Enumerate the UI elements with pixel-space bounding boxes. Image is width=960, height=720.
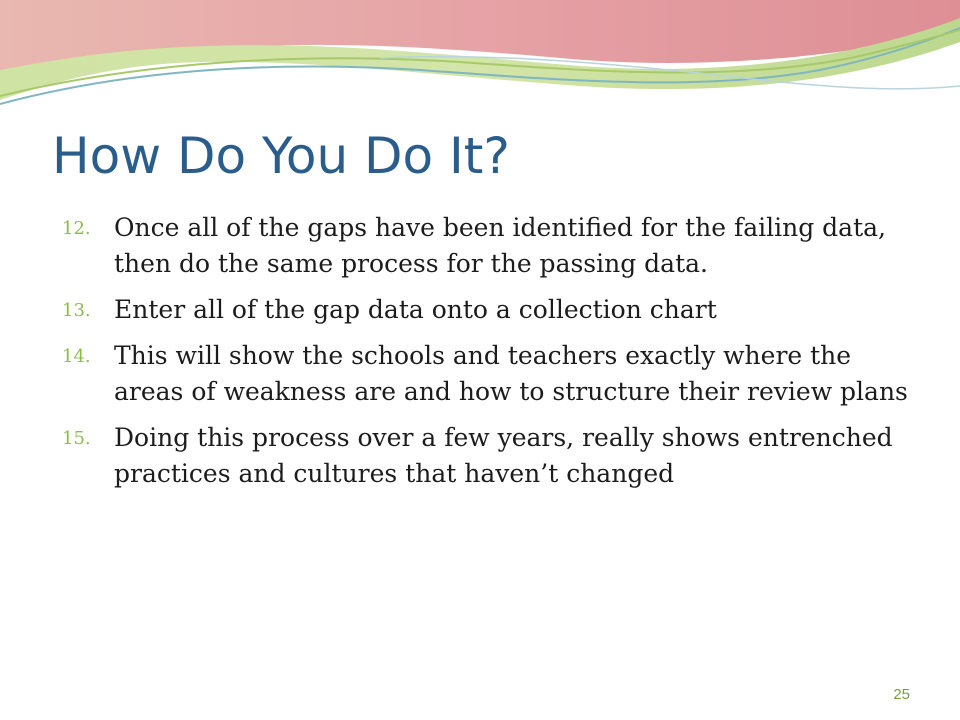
list-item [62, 338, 922, 410]
header-wave-decoration [0, 0, 960, 130]
list-item-number: 15. [62, 428, 91, 449]
list-item-text: Once all of the gaps have been identified for the failing data, then do the same process for the passing data. [114, 213, 886, 278]
list-item-number: 13. [62, 300, 91, 321]
slide-title: How Do You Do It? [52, 127, 510, 185]
numbered-list [62, 210, 922, 502]
list-item-text: Enter all of the gap data onto a collection chart [114, 295, 717, 324]
slide-page-number: 25 [893, 686, 910, 703]
list-item-text: Doing this process over a few years, really shows entrenched practices and cultures that haven’t changed [114, 423, 893, 488]
list-item-text: This will show the schools and teachers exactly where the areas of weakness are and how to structure their review plans [114, 341, 908, 406]
list-item-number: 14. [62, 346, 91, 367]
list-item [62, 210, 922, 282]
list-item [62, 420, 922, 492]
list-item-number: 12. [62, 218, 91, 239]
list-item [62, 292, 922, 328]
